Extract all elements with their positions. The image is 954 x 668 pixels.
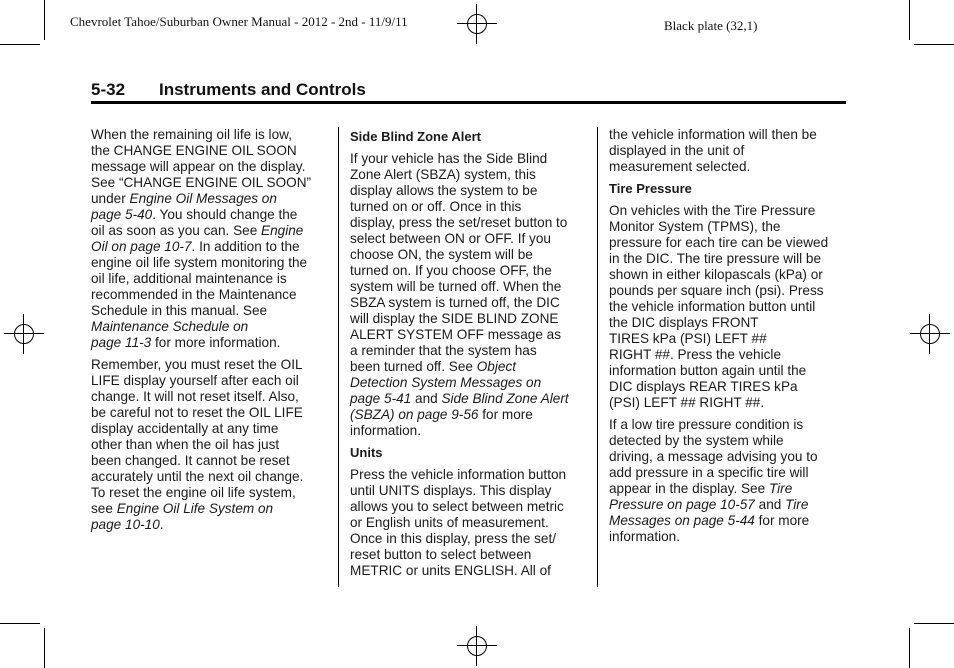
text-run: On vehicles with the Tire Pressure Monitor System (TPMS), the pressure for each tire can be viewed in the DIC. The tire pressure will be shown in either kilopascals (kPa) or pounds per square inch (psi). Press the vehicle information button until the DIC displays FRONT TIRES kPa (PSI) LEFT ## RIGHT ##. Press the vehicle information button again until the DIC displays REAR TIRES kPa (PSI) LEFT ## RIGHT ##. bbox=[609, 203, 829, 410]
paragraph bbox=[350, 151, 590, 439]
column-3 bbox=[609, 127, 849, 551]
text-run: for more information. bbox=[609, 513, 810, 544]
crop-mark bbox=[909, 628, 910, 668]
cross-reference: Engine Oil Messages on page 5-40 bbox=[91, 191, 277, 222]
subheading-units: Units bbox=[350, 445, 383, 460]
crop-mark bbox=[44, 0, 45, 40]
text-run: for more information. bbox=[350, 407, 533, 438]
paragraph bbox=[609, 417, 849, 545]
text-run: the vehicle information will then be displayed in the unit of measurement selected. bbox=[609, 127, 817, 174]
text-run: If a low tire pressure condition is detected by the system while driving, a message advising you to add pressure in a specific tire will appear in the display. See bbox=[609, 417, 818, 496]
crop-mark bbox=[0, 623, 40, 624]
registration-mark-left bbox=[4, 314, 44, 354]
text-run: and bbox=[411, 391, 442, 406]
text-run: Press the vehicle information button until UNITS displays. This display allows you to select between metric or English units of measurement. Once in this display, press the set/ reset button to select between METRIC or units ENGLISH. All of bbox=[350, 467, 567, 578]
registration-mark-bottom bbox=[457, 626, 497, 666]
cross-reference: Maintenance Schedule on page 11-3 bbox=[91, 319, 249, 350]
text-run: . bbox=[159, 517, 164, 532]
crop-mark bbox=[909, 0, 910, 40]
crop-mark bbox=[0, 44, 40, 45]
page-number: 5-32 bbox=[91, 80, 126, 99]
cross-reference: Object Detection System Messages on page 5-41 bbox=[350, 359, 542, 406]
header-rule bbox=[91, 101, 846, 104]
paragraph bbox=[609, 127, 849, 175]
registration-mark-top bbox=[457, 4, 497, 44]
text-run: When the remaining oil life is low, the CHANGE ENGINE OIL SOON message will appear on the display. See “CHANGE ENGINE OIL SOON” under bbox=[91, 127, 312, 206]
print-slug-right: Black plate (32,1) bbox=[664, 18, 758, 33]
page-header bbox=[91, 80, 366, 100]
cross-reference: Tire Messages on page 5-44 bbox=[609, 497, 809, 528]
crop-mark bbox=[914, 623, 954, 624]
crop-mark bbox=[914, 44, 954, 45]
text-run: If your vehicle has the Side Blind Zone Alert (SBZA) system, this display allows the system to be turned on or off. Once in this display, press the set/reset button to select between ON or OFF. If you choose ON, the system will be turned on. If you choose OFF, the system will be turned off. When the SBZA system is turned off, the DIC will display the SIDE BLIND ZONE ALERT SYSTEM OFF message as a reminder that the system has been turned off. See bbox=[350, 151, 568, 374]
crop-mark bbox=[44, 628, 45, 668]
cross-reference: Tire Pressure on page 10-57 bbox=[609, 481, 793, 512]
subheading-tire-pressure: Tire Pressure bbox=[609, 181, 692, 196]
text-run: for more information. bbox=[151, 335, 281, 350]
registration-mark-right bbox=[910, 314, 950, 354]
paragraph bbox=[91, 357, 331, 533]
text-run: . In addition to the engine oil life system monitoring the oil life, additional maintenance is recommended in the Maintenance Schedule in this manual. See bbox=[91, 239, 308, 318]
subheading-side-blind-zone-alert: Side Blind Zone Alert bbox=[350, 129, 481, 144]
text-run: . You should change the oil as soon as you can. See bbox=[91, 207, 298, 238]
column-1 bbox=[91, 127, 331, 539]
paragraph bbox=[350, 467, 590, 579]
cross-reference: Side Blind Zone Alert (SBZA) on page 9-56 bbox=[350, 391, 569, 422]
paragraph bbox=[91, 127, 331, 351]
print-slug-left: Chevrolet Tahoe/Suburban Owner Manual - 2012 - 2nd - 11/9/11 bbox=[70, 14, 408, 29]
text-run: Remember, you must reset the OIL LIFE display yourself after each oil change. It will not reset itself. Also, be careful not to reset the OIL LIFE display accidentally at any time other than when the oil has just been changed. It cannot be reset accurately until the next oil change. To reset the engine oil life system, see bbox=[91, 357, 304, 516]
column-divider bbox=[597, 127, 598, 587]
column-2 bbox=[350, 127, 590, 585]
text-run: and bbox=[754, 497, 786, 512]
column-divider bbox=[338, 127, 339, 587]
paragraph bbox=[609, 203, 849, 411]
cross-reference: Engine Oil on page 10-7 bbox=[91, 223, 304, 254]
cross-reference: Engine Oil Life System on page 10-10 bbox=[91, 501, 274, 532]
section-title: Instruments and Controls bbox=[159, 80, 366, 99]
